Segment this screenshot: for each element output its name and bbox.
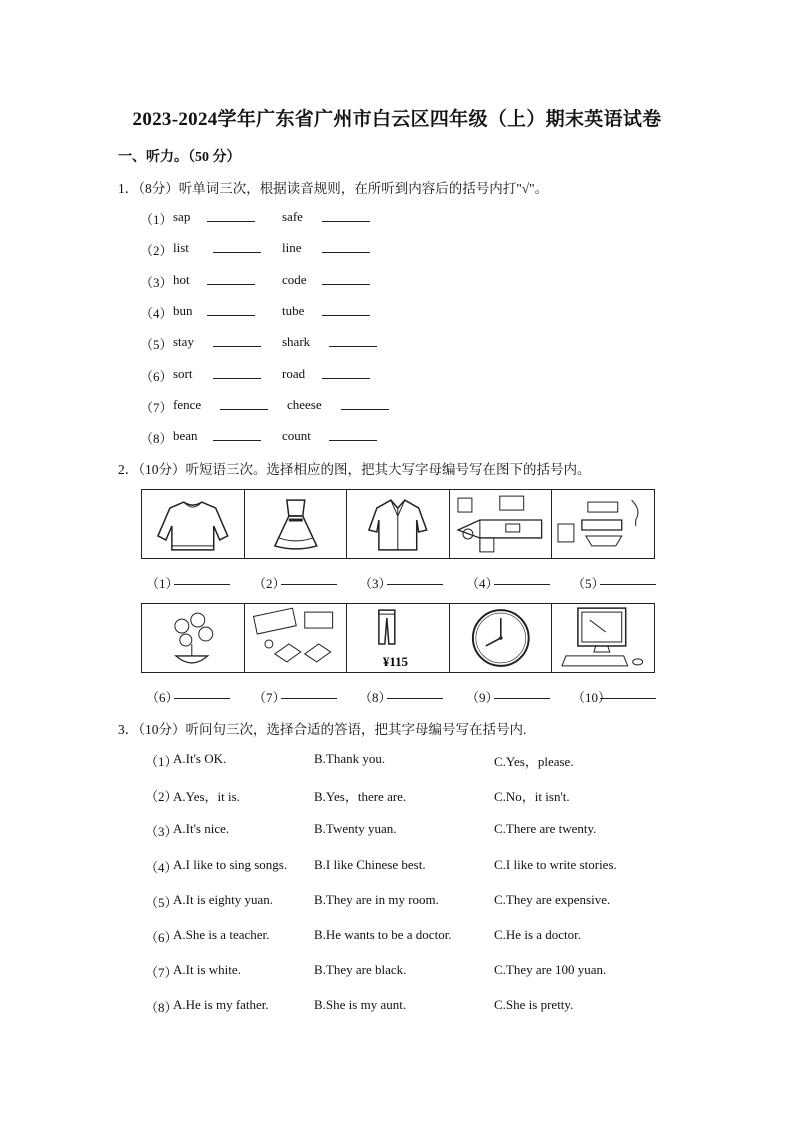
option-a[interactable]: A.She is a teacher. (173, 927, 270, 942)
question-3-stem: 3．（10分）听问句三次，选择合适的答语，把其字母编号写在括号内. (118, 722, 527, 737)
answer-blank[interactable] (220, 399, 268, 410)
item-number: （2） (140, 243, 173, 259)
price-tag: ¥115 (383, 653, 409, 669)
option-a[interactable]: A.I like to sing songs. (173, 856, 288, 872)
classroom-image (245, 604, 348, 672)
word-1: list (173, 240, 189, 256)
word-2: tube (282, 302, 305, 318)
answer-blank[interactable] (207, 211, 255, 222)
word-2: safe (282, 209, 303, 224)
option-c[interactable]: C.They are expensive. (494, 891, 611, 907)
sweater-image (142, 490, 245, 558)
item-number: （2） (145, 789, 178, 805)
item-number: （4） (145, 859, 178, 875)
item-number: （5） (140, 337, 173, 353)
option-c[interactable]: C.I like to write stories. (494, 856, 617, 872)
option-b[interactable]: B.Yes，there are. (314, 789, 407, 805)
answer-blank[interactable] (213, 336, 261, 347)
word-1: fence (173, 396, 202, 412)
answer-blank[interactable] (213, 430, 261, 441)
answer-blank[interactable] (600, 688, 656, 699)
caption-8: （8） (359, 690, 392, 705)
living-room-image (552, 490, 654, 558)
caption-7: （7） (253, 690, 286, 705)
answer-blank[interactable] (281, 574, 337, 585)
answer-blank[interactable] (329, 430, 377, 441)
caption-5: （5） (572, 576, 605, 591)
word-1: sort (173, 365, 193, 381)
option-b[interactable]: B.She is my aunt. (314, 997, 407, 1013)
answer-blank[interactable] (600, 574, 656, 585)
answer-blank[interactable] (207, 274, 255, 285)
dress-image (245, 490, 348, 558)
question-2-stem: 2．（10分）听短语三次。选择相应的图，把其大写字母编号写在图下的括号内。 (118, 462, 591, 477)
option-b[interactable]: B.They are black. (314, 962, 407, 978)
clock-image (450, 604, 553, 672)
option-c[interactable]: C.They are 100 yuan. (494, 962, 607, 978)
item-number: （7） (145, 965, 178, 981)
option-a[interactable]: A.He is my father. (173, 997, 269, 1013)
answer-blank[interactable] (281, 688, 337, 699)
word-2: code (282, 271, 307, 287)
word-2: count (282, 428, 311, 444)
option-a[interactable]: A.It is white. (173, 962, 241, 978)
word-2: road (282, 365, 306, 381)
item-number: （6） (145, 930, 178, 945)
word-2: cheese (287, 396, 322, 412)
item-number: （3） (145, 824, 178, 840)
option-b[interactable]: B.Twenty yuan. (314, 821, 397, 837)
caption-2: （2） (253, 576, 286, 591)
answer-blank[interactable] (387, 574, 443, 585)
answer-blank[interactable] (322, 211, 370, 222)
answer-blank[interactable] (387, 688, 443, 699)
picture-row-1 (141, 489, 655, 559)
option-c[interactable]: C.She is pretty. (494, 997, 574, 1013)
computer-image (552, 604, 654, 672)
answer-blank[interactable] (329, 336, 377, 347)
pants-image (347, 604, 450, 672)
item-number: （4） (140, 305, 173, 321)
word-1: sap (173, 209, 191, 224)
item-number: （8） (140, 431, 173, 447)
kitchen-image (450, 490, 553, 558)
caption-3: （3） (359, 576, 392, 591)
item-number: （5） (145, 894, 178, 910)
item-number: （6） (140, 368, 173, 384)
item-number: （7） (140, 399, 173, 415)
caption-10: （10） (572, 690, 612, 705)
answer-blank[interactable] (494, 688, 550, 699)
option-b[interactable]: B.I like Chinese best. (314, 856, 426, 872)
answer-blank[interactable] (174, 574, 230, 585)
answer-blank[interactable] (341, 399, 389, 410)
option-a[interactable]: A.It's nice. (173, 821, 230, 837)
word-1: hot (173, 271, 190, 287)
caption-1: （1） (146, 576, 179, 591)
option-c[interactable]: C.He is a doctor. (494, 927, 582, 942)
item-number: （1） (145, 754, 178, 769)
answer-blank[interactable] (494, 574, 550, 585)
item-number: （3） (140, 274, 173, 290)
option-a[interactable]: A.Yes，it is. (173, 789, 240, 805)
caption-4: （4） (466, 576, 499, 591)
answer-blank[interactable] (213, 368, 261, 379)
answer-blank[interactable] (174, 688, 230, 699)
option-b[interactable]: B.They are in my room. (314, 891, 439, 907)
shirt-image (347, 490, 450, 558)
word-1: bean (173, 428, 198, 444)
option-a[interactable]: A.It's OK. (173, 751, 227, 766)
page-title: 2023-2024学年广东省广州市白云区四年级（上）期末英语试卷 (132, 109, 662, 130)
answer-blank[interactable] (322, 305, 370, 316)
section-listening-heading: 一、听力。（50 分） (118, 150, 241, 165)
answer-blank[interactable] (213, 242, 261, 253)
picture-row-2 (141, 603, 655, 673)
word-2: line (282, 240, 302, 256)
option-b[interactable]: B.He wants to be a doctor. (314, 927, 452, 942)
option-a[interactable]: A.It is eighty yuan. (173, 891, 274, 907)
flower-image (142, 604, 245, 672)
option-c[interactable]: C.There are twenty. (494, 821, 597, 837)
question-1-stem: 1．（8分）听单词三次，根据读音规则，在所听到内容后的括号内打"√"。 (118, 181, 549, 196)
answer-blank[interactable] (322, 242, 370, 253)
caption-9: （9） (466, 690, 499, 705)
caption-6: （6） (146, 690, 179, 705)
word-1: bun (173, 302, 193, 318)
option-b[interactable]: B.Thank you. (314, 751, 386, 766)
item-number: （8） (145, 1000, 178, 1016)
option-c[interactable]: C.No，it isn't. (494, 789, 570, 805)
word-2: shark (282, 334, 311, 350)
answer-blank[interactable] (207, 305, 255, 316)
option-c[interactable]: C.Yes，please. (494, 754, 574, 769)
answer-blank[interactable] (322, 274, 370, 285)
answer-blank[interactable] (322, 368, 370, 379)
word-1: stay (173, 334, 194, 350)
item-number: （1） (140, 212, 173, 227)
